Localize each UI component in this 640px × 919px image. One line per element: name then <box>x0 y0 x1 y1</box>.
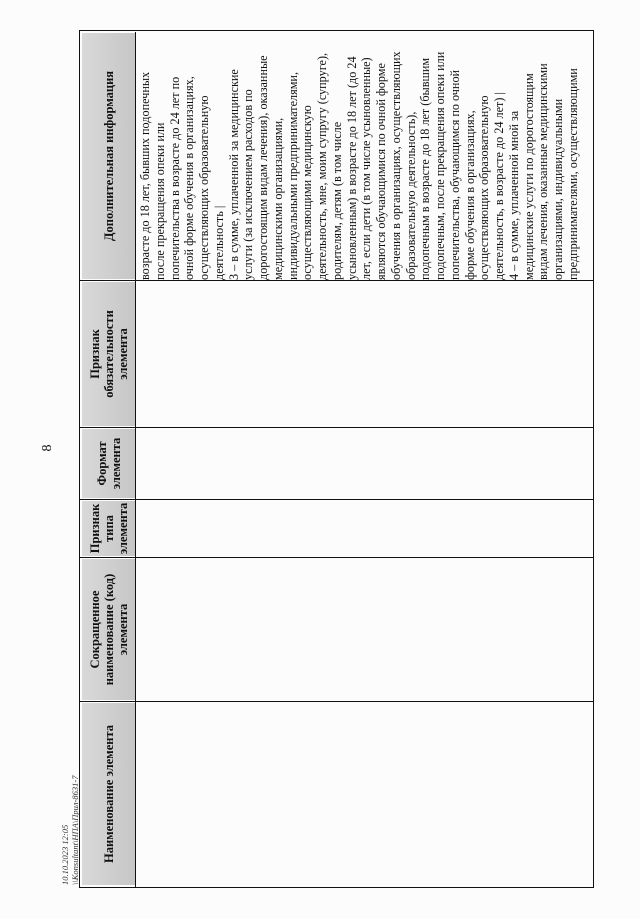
info-line: 3 – в сумме, уплаченной за медицинские <box>226 69 241 280</box>
info-line: являются обучающимися по очной форме <box>374 63 388 280</box>
info-line: деятельность, в возрасте до 24 лет) | <box>492 92 506 280</box>
column-divider <box>80 557 593 558</box>
header-label: Формат элемента <box>94 437 123 490</box>
info-line: очной форме обучения в организациях, <box>182 76 197 280</box>
info-line: усыновленным) в возрасте до 18 лет (до 24 <box>344 56 359 280</box>
info-line: образовательную деятельность), <box>403 111 418 280</box>
info-line: осуществляющими медицинскую <box>300 105 315 280</box>
column-divider <box>80 499 593 500</box>
header-additional-info <box>82 33 135 279</box>
table-grid <box>79 30 594 888</box>
info-line: подопечным, после прекращения опеки или <box>433 51 447 280</box>
info-line: осуществляющих образовательную <box>477 95 492 280</box>
info-line: попечительства в возрасте до 24 лет по <box>167 76 182 280</box>
info-line: дорогостоящим видам лечения), оказанные <box>256 55 270 280</box>
header-label: Признак обязательности элемента <box>87 310 130 398</box>
info-line: форме обучения в организациях, <box>462 110 477 280</box>
info-line: осуществляющих образовательную <box>197 95 211 280</box>
info-line: видам лечения, оказанные медицинскими <box>536 63 551 280</box>
header-label: Сокращенное наименование (код) элемента <box>87 573 130 686</box>
info-line: возрасте до 18 лет, бывших подопечных <box>138 71 152 280</box>
info-line: обучения в организациях, осуществляющих <box>388 51 403 280</box>
column-divider <box>80 427 593 428</box>
table-container <box>79 30 594 888</box>
info-line: медицинскими организациями, <box>270 117 285 280</box>
footer-stamp <box>60 685 80 885</box>
info-line: услуги (за исключением расходов по <box>241 89 256 280</box>
page-number: 8 <box>40 444 55 452</box>
header-format <box>82 429 135 498</box>
info-line: подопечным в возрасте до 18 лет (бывшим <box>418 57 433 280</box>
header-label: Дополнительная информация <box>101 70 116 242</box>
footer-path: \\Konsultant\НПА\Прил-8631-7 <box>70 775 80 885</box>
info-line: индивидуальными предпринимателями, <box>285 71 300 280</box>
rotated-table <box>79 30 594 888</box>
header-short-name <box>82 559 135 700</box>
header-type-flag <box>82 501 135 556</box>
info-line: лет, если дети (в том числе усыновленные) <box>359 57 374 280</box>
column-divider <box>80 701 593 702</box>
header-label: Признак типа элемента <box>87 502 130 555</box>
info-line: родителям, детям (в том числе <box>329 121 344 280</box>
info-line: 4 – в сумме, уплаченной мной за <box>506 110 521 280</box>
info-line: после прекращения опеки или <box>152 122 167 280</box>
info-line: предпринимателями, осуществляющими <box>565 68 580 280</box>
header-divider <box>135 32 136 887</box>
info-line: деятельность | <box>211 205 226 280</box>
info-line: организациями, индивидуальными <box>551 98 565 280</box>
header-required-flag <box>82 282 135 426</box>
info-line: деятельность, мне, моим супругу (супруге), <box>315 52 329 280</box>
footer-date: 10.10.2023 12:05 <box>60 824 70 885</box>
header-element-name <box>82 703 135 885</box>
header-label: Наименование элемента <box>101 725 116 864</box>
info-line: медицинские услуги по дорогостоящим <box>521 73 536 280</box>
additional-info-cell <box>138 31 581 280</box>
info-line: попечительства, обучающимся по очной <box>447 69 462 280</box>
